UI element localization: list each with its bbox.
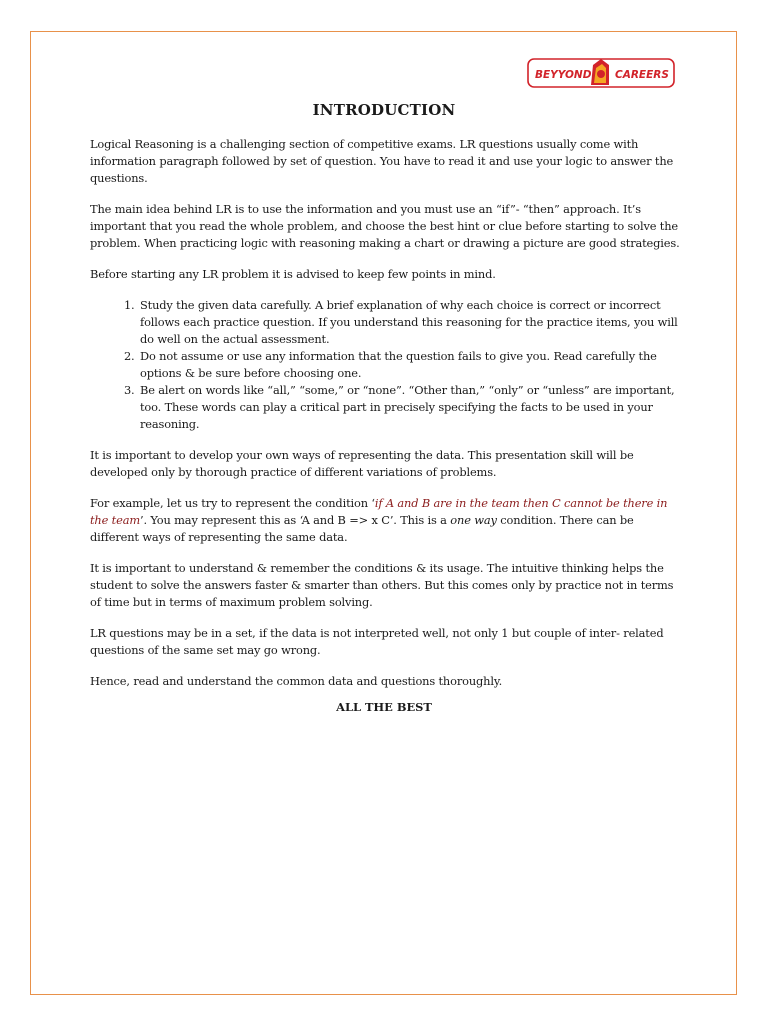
- page-title: INTRODUCTION: [312, 101, 456, 119]
- list-item: 3. Be alert on words like “all,” “some,” or “none”. “Other than,” “only” or “unless” are important, too. These words can play a critical part in precisely specifying the facts to be used in your reasoning.: [138, 382, 680, 433]
- paragraph-understand: It is important to understand & remember the conditions & its usage. The intuitive thinking helps the student to solve the answers faster & smarter than others. But this comes only by practice not in terms of time but in terms of maximum problem solving.: [90, 561, 674, 609]
- document-body: [90, 136, 680, 704]
- paragraph-example: [90, 495, 680, 546]
- paragraph-representation: It is important to develop your own ways of representing the data. This presentation skill will be developed only by thorough practice of different variations of problems.: [90, 448, 634, 479]
- logo-left-text: BEYYOND: [535, 69, 592, 81]
- paragraph-intro: Logical Reasoning is a challenging section of competitive exams. LR questions usually come with information paragraph followed by set of question. You have to read it and use your logic to answer the questions.: [90, 137, 674, 185]
- example-text-a: For example, let us try to represent the condition ‘: [90, 496, 375, 510]
- list-item: 2. Do not assume or use any information that the question fails to give you. Read carefully the options & be sure before choosing one.: [138, 348, 680, 382]
- tips-list: [90, 297, 680, 433]
- paragraph-main-idea: The main idea behind LR is to use the information and you must use an “if”- “then” approach. It’s important that you read the whole problem, and choose the best hint or clue before starting to solve the problem. When practicing logic with reasoning making a chart or drawing a picture are good strategies.: [90, 202, 680, 250]
- paragraph-sets: LR questions may be in a set, if the data is not interpreted well, not only 1 but couple of inter- related questions of the same set may go wrong.: [90, 626, 664, 657]
- beyyond-careers-logo: [527, 55, 675, 91]
- example-one-way: one way: [450, 513, 497, 527]
- example-text-c: ’. You may represent this as ‘A and B => x C’. This is a: [140, 513, 451, 527]
- paragraph-conclusion: Hence, read and understand the common data and questions thoroughly.: [90, 674, 503, 688]
- list-item: 1. Study the given data carefully. A brief explanation of why each choice is correct or incorrect follows each practice question. If you understand this reasoning for the practice items, you will do well on the actual assessment.: [138, 297, 680, 348]
- paragraph-before-starting: Before starting any LR problem it is advised to keep few points in mind.: [90, 267, 496, 281]
- example-text-e: condition. There can be different ways of representing the same data.: [90, 513, 634, 544]
- closing-text: ALL THE BEST: [336, 700, 432, 714]
- logo-right-text: CAREERS: [615, 69, 669, 81]
- example-condition: if A and B are in the team then C cannot be there in the team: [90, 496, 668, 527]
